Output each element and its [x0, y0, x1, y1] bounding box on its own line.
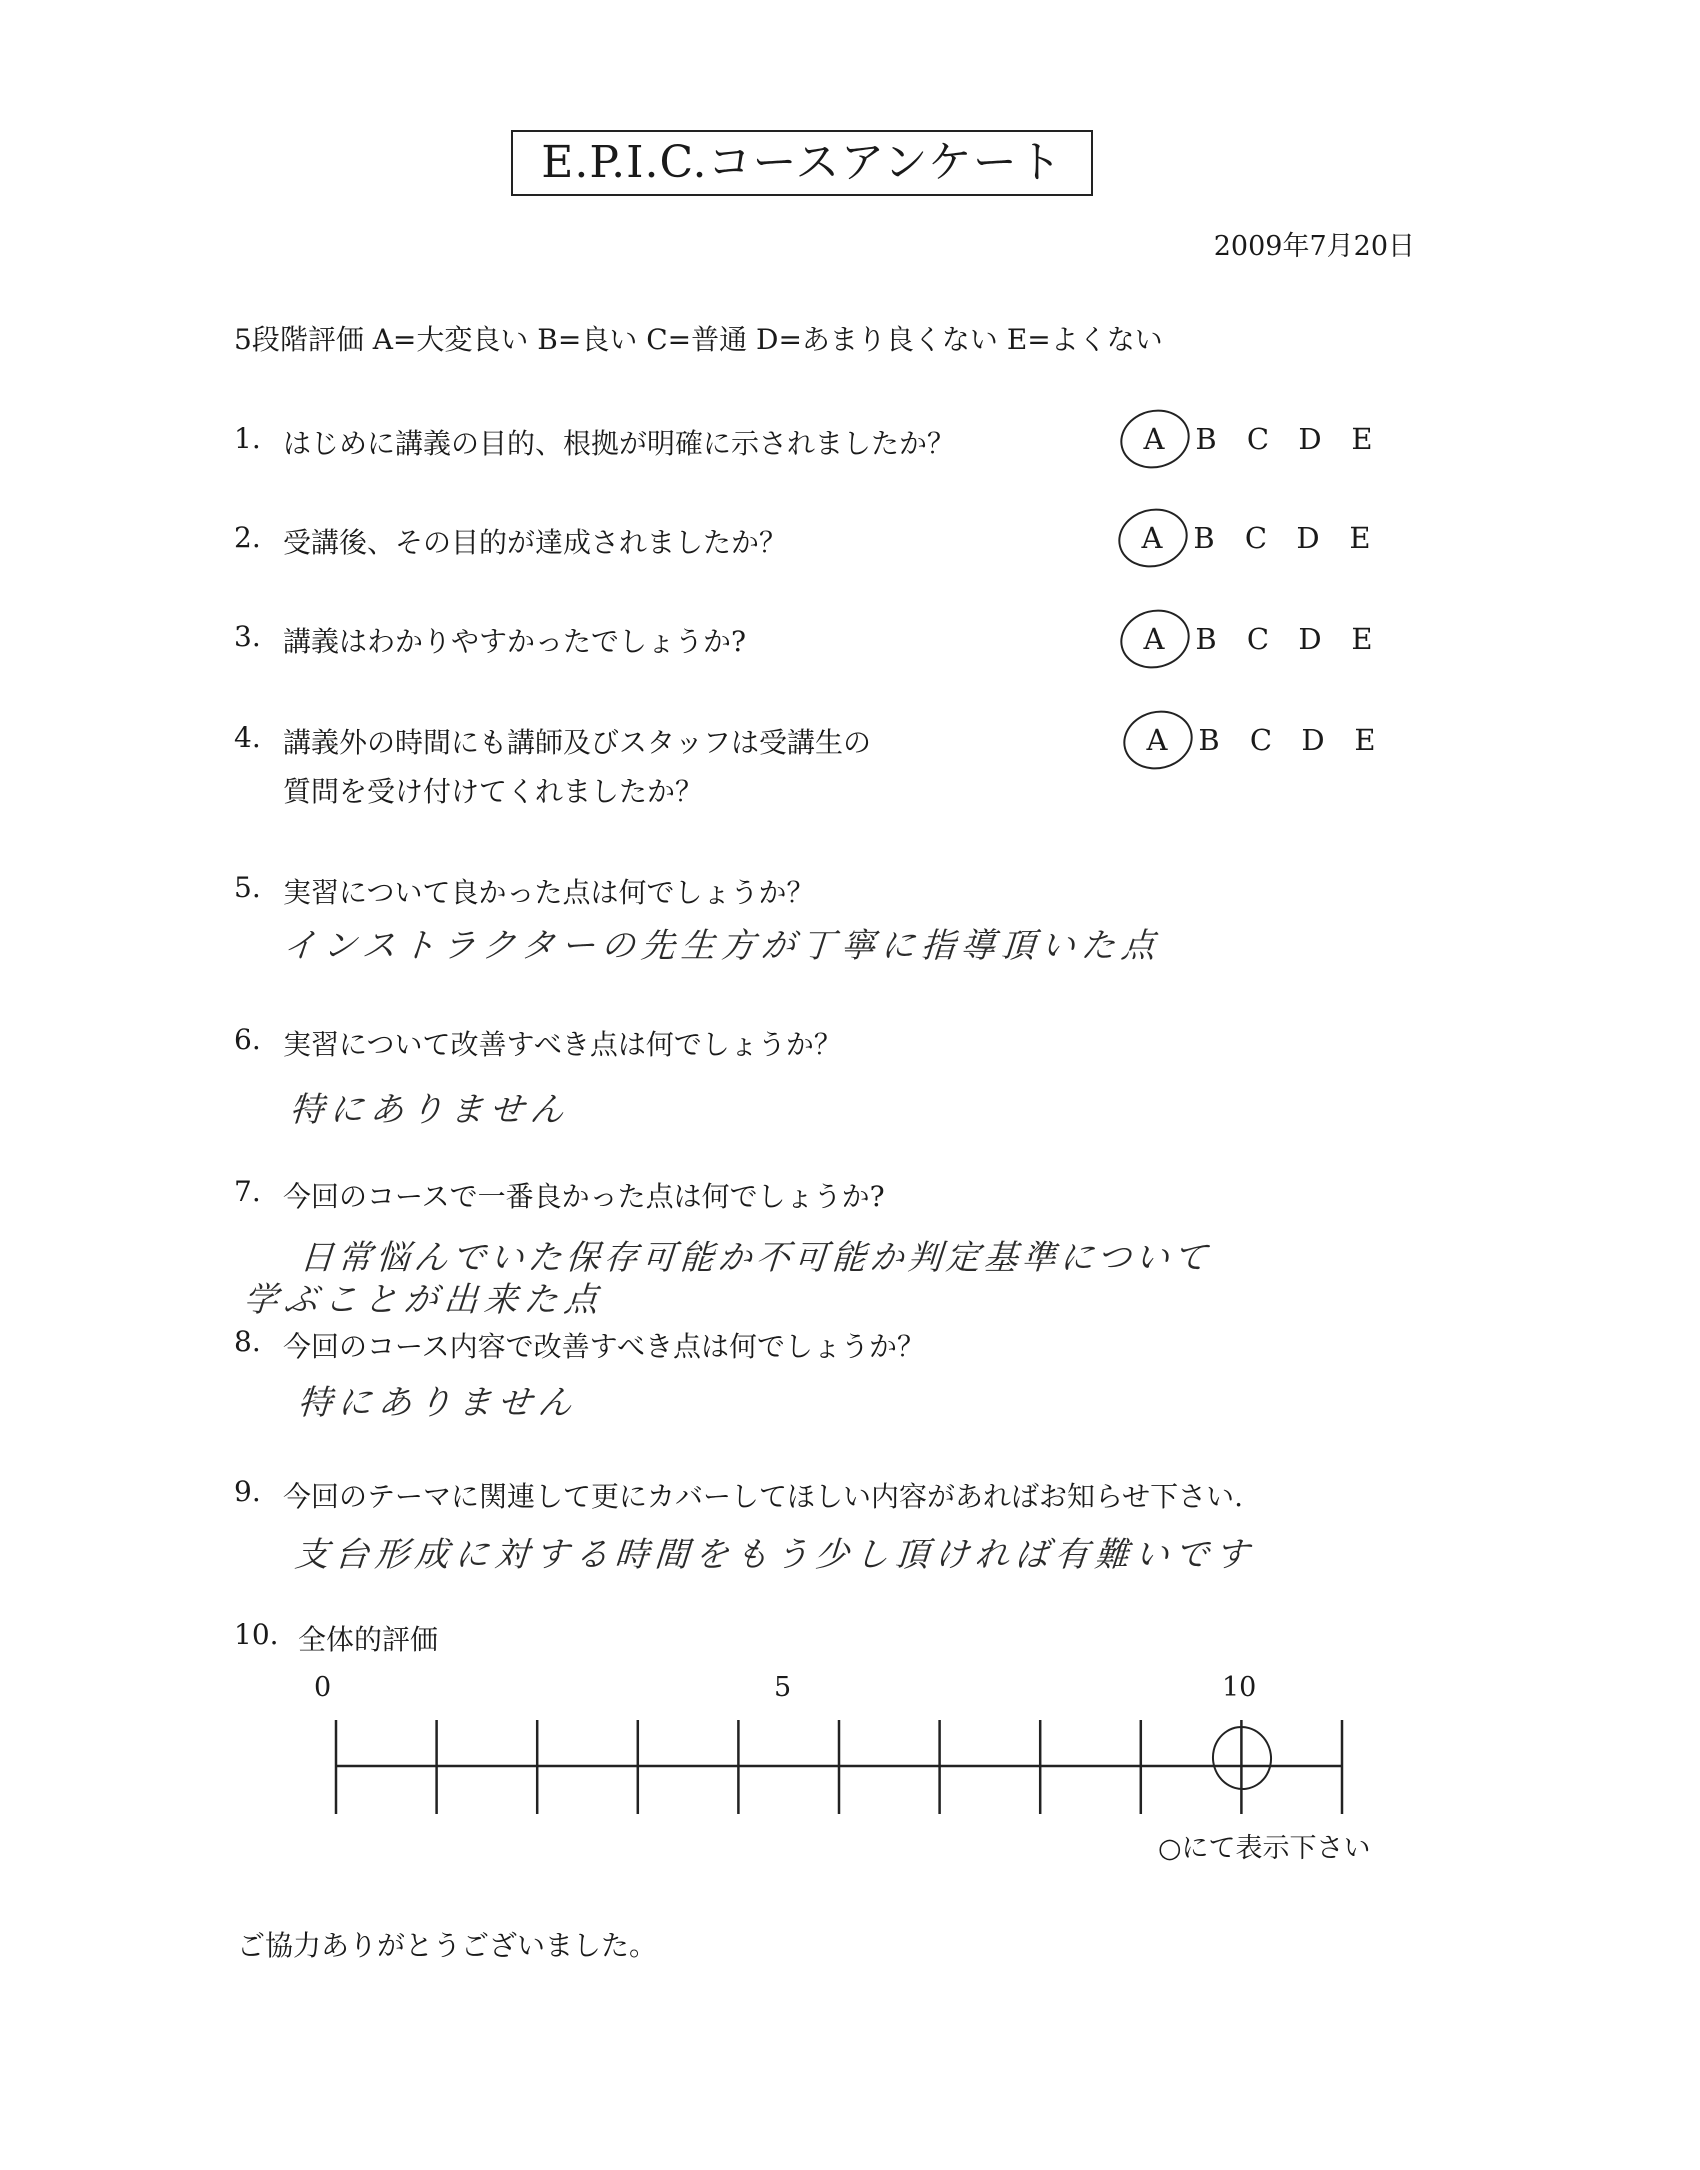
question-7-handwritten-answer-line2: 学ぶことが出来た点 [242, 1280, 606, 1320]
choice-d[interactable]: D [1296, 521, 1320, 555]
question-5-text: 実習について良かった点は何でしょうか？ [283, 876, 815, 909]
question-6-handwritten-answer: 特にありません [288, 1090, 572, 1130]
question-2-text: 受講後、その目的が達成されましたか？ [283, 526, 788, 559]
question-6-number: 6. [234, 1023, 261, 1056]
question-10-text: 全体的評価 [298, 1623, 439, 1656]
question-2-number: 2. [234, 521, 261, 554]
question-3-number: 3. [234, 620, 261, 653]
choice-e[interactable]: E [1354, 723, 1376, 757]
choice-b[interactable]: B [1198, 723, 1220, 757]
question-7-text: 今回のコースで一番良かった点は何でしょうか? [283, 1180, 885, 1213]
choice-c[interactable]: C [1244, 521, 1268, 555]
choice-c[interactable]: C [1246, 622, 1270, 656]
choice-a-selected[interactable]: A [1126, 521, 1178, 555]
question-9-number: 9. [234, 1475, 261, 1508]
choice-e[interactable]: E [1351, 422, 1373, 456]
rating-scale-legend: 5段階評価 A=大変良い B=良い C=普通 D=あまり良くない E=よくない [234, 323, 1163, 356]
question-1-choices [1128, 422, 1388, 456]
choice-a-selected[interactable]: A [1128, 422, 1180, 456]
form-date: 2009年7月20日 [1213, 231, 1415, 262]
choice-d[interactable]: D [1301, 723, 1325, 757]
choice-d[interactable]: D [1298, 622, 1322, 656]
overall-rating-scale[interactable] [320, 1712, 1360, 1822]
choice-a-selected[interactable]: A [1131, 723, 1183, 757]
closing-thanks: ご協力ありがとうございました。 [237, 1929, 658, 1962]
choice-c[interactable]: C [1249, 723, 1273, 757]
scale-label-10: 10 [1222, 1672, 1257, 1703]
question-3-choices [1128, 622, 1388, 656]
question-8-text: 今回のコース内容で改善すべき点は何でしょうか？ [283, 1330, 926, 1363]
choice-b[interactable]: B [1193, 521, 1215, 555]
form-title: E.P.I.C.コースアンケート [511, 130, 1093, 196]
choice-d[interactable]: D [1298, 422, 1322, 456]
choice-a-selected[interactable]: A [1128, 622, 1180, 656]
question-6-text: 実習について改善すべき点は何でしょうか？ [283, 1028, 842, 1061]
question-4-number: 4. [234, 721, 261, 754]
scale-label-5: 5 [774, 1672, 792, 1703]
choice-c[interactable]: C [1246, 422, 1270, 456]
question-10-number: 10. [234, 1618, 279, 1651]
question-5-number: 5. [234, 871, 261, 904]
choice-e[interactable]: E [1349, 521, 1371, 555]
question-3-text: 講義はわかりやすかったでしょうか? [283, 625, 747, 658]
question-8-number: 8. [234, 1325, 261, 1358]
question-5-handwritten-answer: インストラクターの先生方が丁寧に指導頂いた点 [281, 926, 1163, 966]
choice-b[interactable]: B [1195, 422, 1217, 456]
question-7-number: 7. [234, 1175, 261, 1208]
choice-b[interactable]: B [1195, 622, 1217, 656]
question-1-text: はじめに講義の目的、根拠が明確に示されましたか？ [283, 427, 956, 460]
question-4-text: 講義外の時間にも講師及びスタッフは受講生の [283, 726, 872, 759]
scale-label-0: 0 [314, 1672, 332, 1703]
scale-instruction: ○にて表示下さい [1158, 1833, 1371, 1864]
question-4-text-line2: 質問を受け付けてくれましたか？ [283, 775, 704, 808]
question-9-handwritten-answer: 支台形成に対する時間をもう少し頂ければ有難いです [293, 1535, 1257, 1575]
question-1-number: 1. [234, 422, 261, 455]
question-9-text: 今回のテーマに関連して更にカバーしてほしい内容があればお知らせ下さい. [283, 1480, 1244, 1513]
question-8-handwritten-answer: 特にありません [296, 1383, 580, 1423]
question-4-choices [1131, 723, 1391, 757]
question-2-choices [1126, 521, 1386, 555]
question-7-handwritten-answer: 日常悩んでいた保存可能か不可能か判定基準について [298, 1238, 1213, 1278]
choice-e[interactable]: E [1351, 622, 1373, 656]
